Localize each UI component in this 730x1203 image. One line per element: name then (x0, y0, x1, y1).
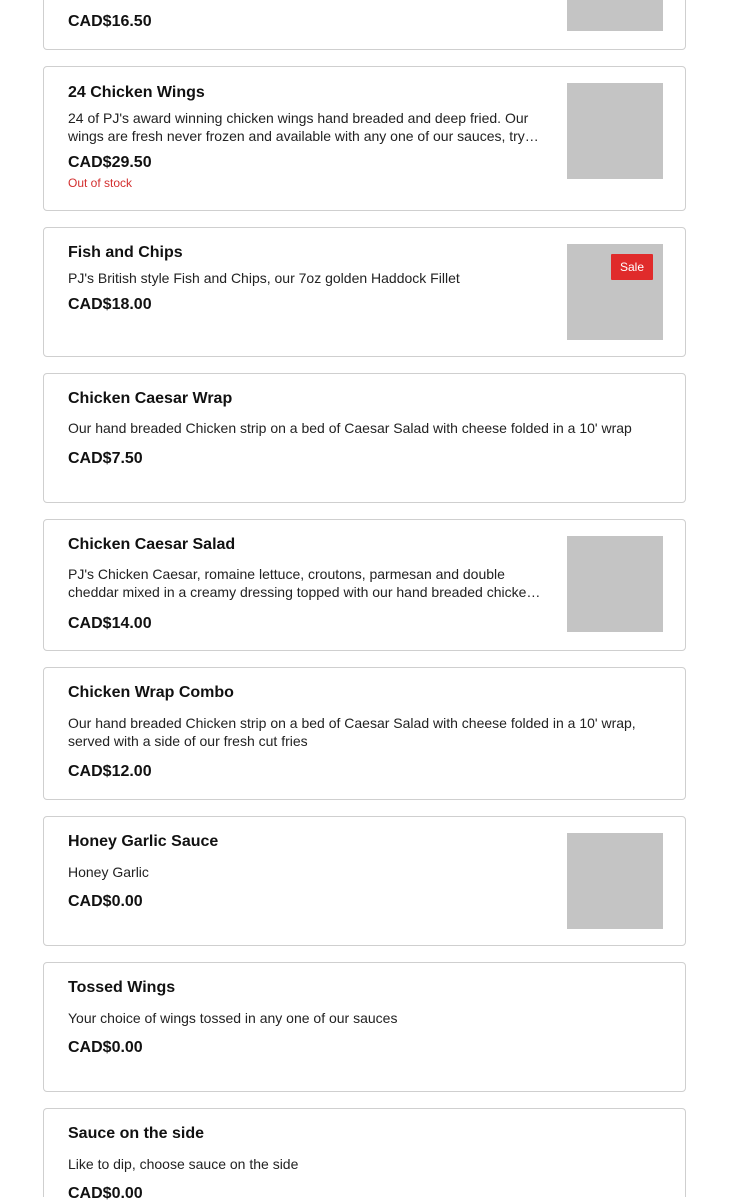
item-description: Our hand breaded Chicken strip on a bed of Caesar Salad with cheese folded in a 10' wrap, served with a side of our fresh cut fries (68, 715, 636, 749)
item-price: CAD$7.50 (68, 450, 143, 467)
item-price: CAD$0.00 (68, 1039, 143, 1056)
item-description: Like to dip, choose sauce on the side (68, 1156, 299, 1172)
item-title: Chicken Caesar Wrap (68, 390, 233, 407)
item-title: Fish and Chips (68, 244, 183, 261)
item-price: CAD$14.00 (68, 615, 152, 632)
item-description: PJ's British style Fish and Chips, our 7oz golden Haddock Fillet (68, 270, 460, 286)
item-price: CAD$0.00 (68, 893, 143, 910)
item-image-placeholder (567, 83, 663, 179)
menu-item-card[interactable] (43, 0, 686, 50)
item-price: CAD$29.50 (68, 154, 152, 171)
item-description: Honey Garlic (68, 864, 149, 880)
menu-item-card[interactable] (43, 66, 686, 211)
item-price: CAD$18.00 (68, 296, 152, 313)
item-description: 24 of PJ's award winning chicken wings hand breaded and deep fried. Our wings are fresh never frozen and available with any one of our sauces, try… (68, 110, 539, 144)
menu-item-card[interactable] (43, 1108, 686, 1202)
item-image-placeholder (567, 536, 663, 632)
menu-item-card[interactable] (43, 227, 686, 357)
item-title: Chicken Wrap Combo (68, 684, 234, 701)
item-image-placeholder (567, 0, 663, 31)
menu-item-card[interactable] (43, 962, 686, 1092)
item-title: 24 Chicken Wings (68, 84, 205, 101)
menu-item-card[interactable] (43, 816, 686, 946)
item-title: Chicken Caesar Salad (68, 536, 236, 553)
item-title: Honey Garlic Sauce (68, 833, 219, 850)
item-title: Sauce on the side (68, 1125, 205, 1142)
item-price: CAD$12.00 (68, 763, 152, 780)
item-price: CAD$16.50 (68, 13, 152, 30)
item-description: Our hand breaded Chicken strip on a bed of Caesar Salad with cheese folded in a 10' wrap (68, 420, 632, 436)
menu-item-card[interactable] (43, 667, 686, 800)
item-image-placeholder (567, 833, 663, 929)
out-of-stock-label: Out of stock (68, 176, 133, 190)
item-description: Your choice of wings tossed in any one of our sauces (68, 1010, 398, 1026)
sale-badge: Sale (611, 254, 653, 280)
item-description: PJ's Chicken Caesar, romaine lettuce, croutons, parmesan and double cheddar mixed in a creamy dressing topped with our hand breaded chicke… (68, 566, 541, 600)
item-image-placeholder (567, 244, 663, 340)
item-price: CAD$0.00 (68, 1185, 143, 1202)
menu-item-card[interactable] (43, 519, 686, 651)
menu-item-card[interactable] (43, 373, 686, 503)
item-title: Tossed Wings (68, 979, 176, 996)
